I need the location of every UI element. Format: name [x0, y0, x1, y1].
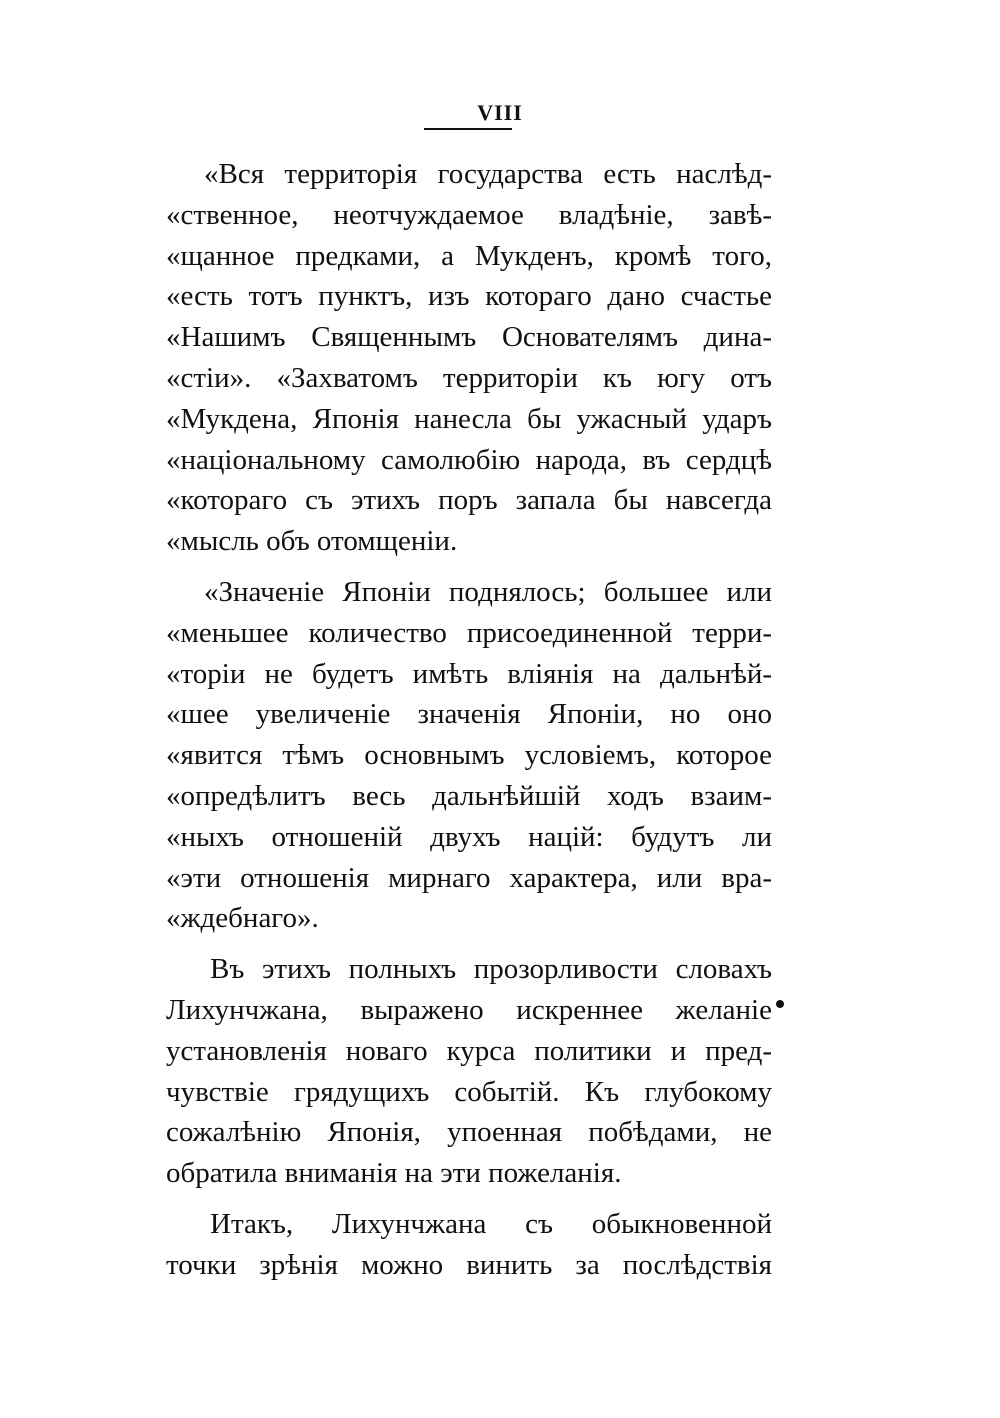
ink-speck: [776, 1000, 784, 1008]
text-line: «явится тѣмъ основнымъ условіемъ, которое: [166, 739, 772, 772]
text-line: «національному самолюбію народа, въ сердцѣ: [166, 443, 772, 476]
text-line: «щанное предками, а Мукденъ, кромѣ того,: [166, 239, 772, 272]
text-line: «Вся территорія государства есть наслѣд-: [204, 158, 772, 190]
text-line: «Значеніе Японіи поднялось; большее или: [204, 575, 772, 608]
text-line: «ственное, неотчуждаемое владѣніе, завѣ-: [166, 198, 772, 231]
paragraph-3: [166, 949, 772, 1194]
text-line: обратила вниманія на эти пожеланія.: [166, 1157, 622, 1190]
paragraph-quote-2: [166, 572, 772, 939]
text-line: сожалѣнію Японія, упоенная побѣдами, не: [166, 1116, 772, 1149]
page-number-rule: [424, 128, 512, 130]
text-line: Итакъ, Лихунчжана съ обыкновенной: [210, 1207, 772, 1240]
text-line: «есть тотъ пунктъ, изъ котораго дано счастье: [166, 280, 772, 313]
text-line: «Мукдена, Японія нанесла бы ужасный ударъ: [166, 402, 772, 435]
body-text: [166, 154, 772, 1286]
text-line: «эти отношенія мирнаго характера, или вра-: [166, 861, 772, 894]
text-line: «опредѣлитъ весь дальнѣйшій ходъ взаим-: [166, 779, 772, 812]
text-line: «ждебнаго».: [166, 902, 319, 935]
text-line: Лихунчжана, выражено искреннее желаніе: [166, 993, 772, 1026]
text-line: «меньшее количество присоединенной терри-: [166, 616, 772, 649]
text-line: «торіи не будетъ имѣть вліянія на дальнѣй-: [166, 657, 772, 690]
text-line: «Нашимъ Священнымъ Основателямъ дина-: [166, 321, 772, 354]
text-line: «котораго съ этихъ поръ запала бы навсегда: [166, 484, 772, 517]
text-line: точки зрѣнія можно винить за послѣдствія: [166, 1248, 772, 1281]
text-line: Въ этихъ полныхъ прозорливости словахъ: [210, 953, 772, 986]
paragraph-4: [166, 1204, 772, 1286]
text-line: «стіи». «Захватомъ территоріи къ югу отъ: [166, 361, 772, 394]
text-line: «мысль объ отомщеніи.: [166, 525, 458, 558]
text-line: «ныхъ отношеній двухъ націй: будутъ ли: [166, 820, 772, 853]
text-line: «шее увеличеніе значенія Японіи, но оно: [166, 698, 772, 731]
text-line: чувствіе грядущихъ событій. Къ глубокому: [166, 1075, 772, 1108]
paragraph-quote-1: [166, 154, 772, 562]
text-line: установленія новаго курса политики и пред-: [166, 1034, 772, 1067]
page-number: VIII: [477, 100, 523, 125]
